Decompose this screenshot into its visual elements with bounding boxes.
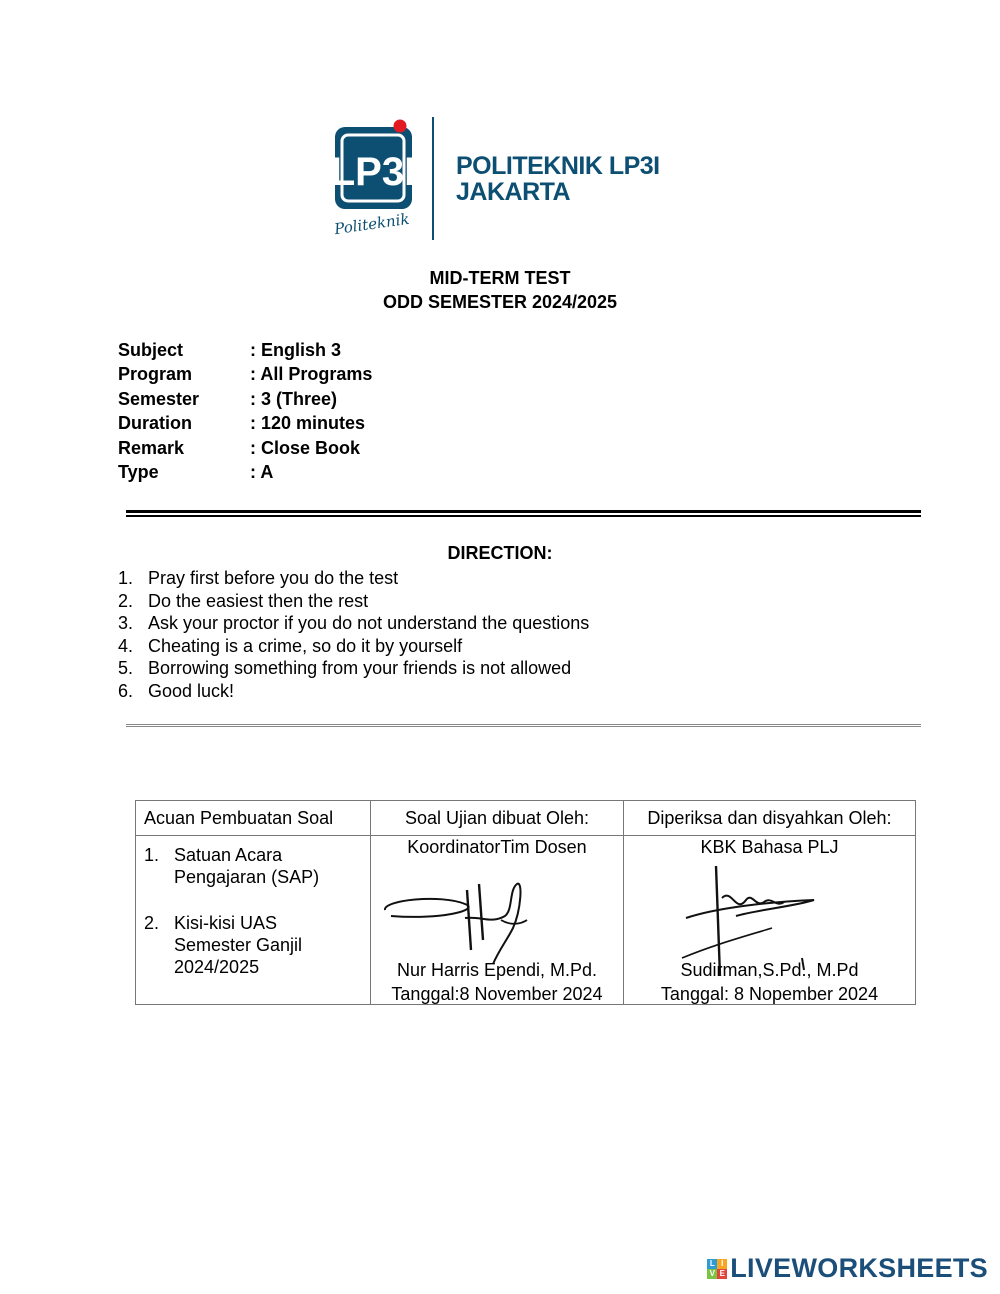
liveworksheets-watermark xyxy=(707,1253,988,1284)
table-header-cell: Diperiksa dan disyahkan Oleh: xyxy=(624,801,916,836)
table-header-cell: Acuan Pembuatan Soal xyxy=(136,801,371,836)
references-cell xyxy=(136,836,371,1005)
list-item: 1. Satuan Acara Pengajaran (SAP) xyxy=(144,845,320,887)
logo-divider xyxy=(432,117,434,240)
approval-table xyxy=(135,800,916,1005)
direction-heading: DIRECTION: xyxy=(447,543,553,563)
svg-text:LP3I: LP3I xyxy=(330,150,416,194)
direction-list xyxy=(118,567,589,703)
approver-name-date: Sudirman,S.Pd., M.Pd Tanggal: 8 Nopember 2024 xyxy=(660,960,879,1004)
info-row-program: Program : All Programs xyxy=(118,364,373,385)
table-header-cell: Soal Ujian dibuat Oleh: xyxy=(371,801,624,836)
table-row xyxy=(136,836,916,1005)
list-item: 2. Do the easiest then the rest xyxy=(118,590,369,611)
exam-info xyxy=(118,338,372,484)
liveworksheets-text: LIVEWORKSHEETS xyxy=(730,1253,988,1283)
info-row-remark: Remark : Close Book xyxy=(118,437,361,458)
page-subtitle: ODD SEMESTER 2024/2025 xyxy=(382,292,618,312)
info-row-type: Type : A xyxy=(118,462,274,483)
info-row-semester: Semester : 3 (Three) xyxy=(118,388,338,409)
list-item: 6. Good luck! xyxy=(118,680,235,701)
logo-brand-text: POLITEKNIK LP3I JAKARTA xyxy=(456,152,660,206)
page-title: MID-TERM TEST xyxy=(429,268,571,288)
list-item: 3. Ask your proctor if you do not understand the questions xyxy=(118,613,590,634)
info-row-duration: Duration : 120 minutes xyxy=(118,413,366,434)
list-item: 5. Borrowing something from your friends is not allowed xyxy=(118,658,572,679)
maker-role: KoordinatorTim Dosen xyxy=(407,837,587,857)
double-rule-divider xyxy=(126,510,921,517)
list-item: 2. Kisi-kisi UAS Semester Ganjil 2024/2025 xyxy=(144,913,303,977)
list-item: 4. Cheating is a crime, so do it by yourself xyxy=(118,635,463,656)
maker-name-date: Nur Harris Ependi, M.Pd. Tanggal:8 November 2024 xyxy=(391,960,603,1004)
approver-cell xyxy=(624,836,916,1005)
logo-script-text: Politeknik xyxy=(333,209,411,239)
thin-rule-divider xyxy=(126,724,921,727)
table-header-row xyxy=(136,801,916,836)
liveworksheets-icon: L I V E xyxy=(707,1259,727,1279)
info-row-subject: Subject : English 3 xyxy=(118,340,342,360)
approver-role: KBK Bahasa PLJ xyxy=(700,837,839,857)
list-item: 1. Pray first before you do the test xyxy=(118,568,399,588)
institution-logo xyxy=(330,115,680,245)
maker-cell xyxy=(371,836,624,1005)
lp3i-logo-mark xyxy=(330,115,420,225)
